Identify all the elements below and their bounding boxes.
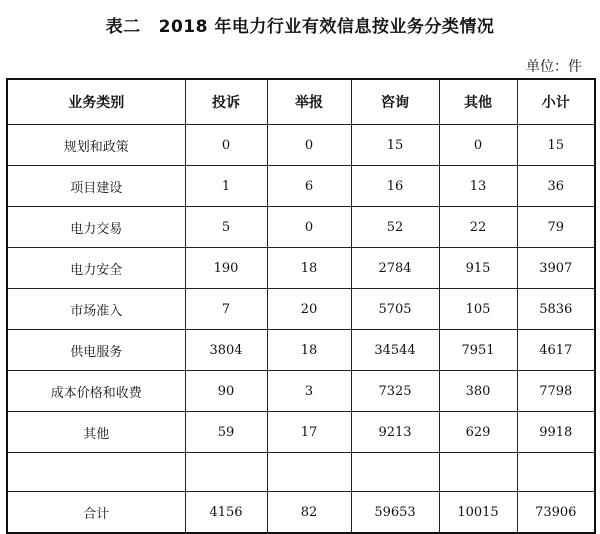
total-label: 合计 bbox=[7, 492, 185, 534]
cell-complaint: 59 bbox=[185, 412, 267, 453]
cell-subtotal: 3907 bbox=[517, 248, 595, 289]
table-row bbox=[7, 125, 595, 166]
cell-subtotal: 7798 bbox=[517, 371, 595, 412]
total-complaint: 4156 bbox=[185, 492, 267, 534]
row-category: 电力交易 bbox=[7, 207, 185, 248]
cell-report: 20 bbox=[267, 289, 351, 330]
cell-report: 0 bbox=[267, 125, 351, 166]
cell-report: 18 bbox=[267, 248, 351, 289]
table-row bbox=[7, 207, 595, 248]
cell-consult: 2784 bbox=[351, 248, 439, 289]
header-consult: 咨询 bbox=[351, 79, 439, 125]
cell-complaint: 90 bbox=[185, 371, 267, 412]
header-category: 业务类别 bbox=[7, 79, 185, 125]
cell-other: 22 bbox=[439, 207, 517, 248]
empty-cell bbox=[351, 453, 439, 492]
cell-subtotal: 36 bbox=[517, 166, 595, 207]
cell-consult: 7325 bbox=[351, 371, 439, 412]
cell-report: 17 bbox=[267, 412, 351, 453]
cell-complaint: 3804 bbox=[185, 330, 267, 371]
title-prefix: 表二 bbox=[105, 17, 141, 37]
cell-report: 6 bbox=[267, 166, 351, 207]
empty-cell bbox=[7, 453, 185, 492]
cell-complaint: 5 bbox=[185, 207, 267, 248]
header-row bbox=[7, 79, 595, 125]
cell-report: 18 bbox=[267, 330, 351, 371]
cell-consult: 34544 bbox=[351, 330, 439, 371]
total-subtotal: 73906 bbox=[517, 492, 595, 534]
row-category: 电力安全 bbox=[7, 248, 185, 289]
row-category: 规划和政策 bbox=[7, 125, 185, 166]
cell-other: 629 bbox=[439, 412, 517, 453]
cell-subtotal: 9918 bbox=[517, 412, 595, 453]
cell-other: 105 bbox=[439, 289, 517, 330]
page-title bbox=[0, 12, 600, 37]
title-text: 2018 年电力行业有效信息按业务分类情况 bbox=[158, 17, 495, 37]
cell-complaint: 190 bbox=[185, 248, 267, 289]
header-report: 举报 bbox=[267, 79, 351, 125]
total-other: 10015 bbox=[439, 492, 517, 534]
cell-other: 380 bbox=[439, 371, 517, 412]
cell-complaint: 1 bbox=[185, 166, 267, 207]
total-row bbox=[7, 492, 595, 534]
row-category: 项目建设 bbox=[7, 166, 185, 207]
cell-subtotal: 15 bbox=[517, 125, 595, 166]
cell-consult: 5705 bbox=[351, 289, 439, 330]
cell-consult: 52 bbox=[351, 207, 439, 248]
cell-other: 13 bbox=[439, 166, 517, 207]
row-category: 其他 bbox=[7, 412, 185, 453]
cell-consult: 15 bbox=[351, 125, 439, 166]
report-table bbox=[6, 78, 596, 534]
table-row bbox=[7, 289, 595, 330]
cell-subtotal: 4617 bbox=[517, 330, 595, 371]
empty-cell bbox=[439, 453, 517, 492]
header-complaint: 投诉 bbox=[185, 79, 267, 125]
cell-other: 7951 bbox=[439, 330, 517, 371]
total-consult: 59653 bbox=[351, 492, 439, 534]
cell-other: 915 bbox=[439, 248, 517, 289]
cell-consult: 16 bbox=[351, 166, 439, 207]
row-category: 成本价格和收费 bbox=[7, 371, 185, 412]
empty-cell bbox=[517, 453, 595, 492]
cell-complaint: 0 bbox=[185, 125, 267, 166]
table-row bbox=[7, 330, 595, 371]
header-other: 其他 bbox=[439, 79, 517, 125]
cell-report: 0 bbox=[267, 207, 351, 248]
row-category: 市场准入 bbox=[7, 289, 185, 330]
cell-complaint: 7 bbox=[185, 289, 267, 330]
cell-report: 3 bbox=[267, 371, 351, 412]
total-report: 82 bbox=[267, 492, 351, 534]
table-row bbox=[7, 248, 595, 289]
table-row bbox=[7, 166, 595, 207]
unit-label: 单位：件 bbox=[526, 59, 582, 75]
cell-consult: 9213 bbox=[351, 412, 439, 453]
header-subtotal: 小计 bbox=[517, 79, 595, 125]
cell-subtotal: 79 bbox=[517, 207, 595, 248]
cell-other: 0 bbox=[439, 125, 517, 166]
cell-subtotal: 5836 bbox=[517, 289, 595, 330]
row-category: 供电服务 bbox=[7, 330, 185, 371]
table-row bbox=[7, 371, 595, 412]
empty-row bbox=[7, 453, 595, 492]
empty-cell bbox=[267, 453, 351, 492]
table-row bbox=[7, 412, 595, 453]
empty-cell bbox=[185, 453, 267, 492]
